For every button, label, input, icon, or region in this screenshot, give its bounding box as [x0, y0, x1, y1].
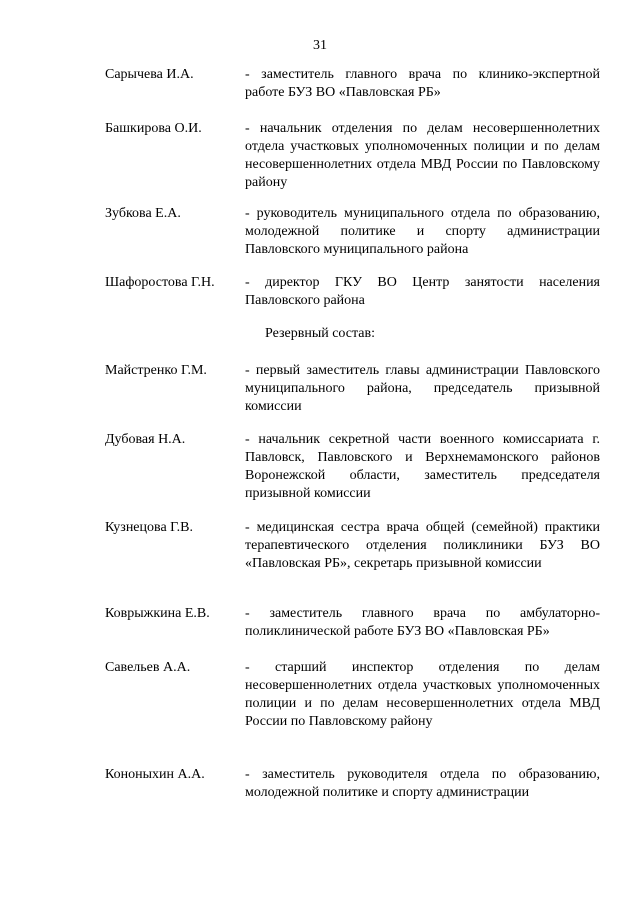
member-position: - медицинская сестра врача общей (семейной) практики терапевтического отделения поликлиники БУЗ ВО «Павловская РБ», секретарь призывной комиссии	[245, 520, 600, 571]
reserve-heading: Резервный состав:	[264, 326, 375, 341]
member-name: Кузнецова Г.В.	[105, 520, 194, 535]
member-name: Башкирова О.И.	[105, 121, 202, 136]
member-name: Дубовая Н.А.	[105, 432, 186, 447]
member-name: Шафоростова Г.Н.	[105, 275, 215, 290]
member-position: - заместитель главного врача по амбулаторно-поликлинической работе БУЗ ВО «Павловская РБ»	[245, 606, 600, 639]
member-position: - заместитель руководителя отдела по образованию, молодежной политике и спорту администрации	[245, 767, 600, 800]
member-position: - директор ГКУ ВО Центр занятости населения Павловского района	[245, 275, 600, 308]
page-number: 31	[313, 38, 327, 53]
member-name: Зубкова Е.А.	[105, 206, 181, 221]
member-position: - руководитель муниципального отдела по образованию, молодежной политике и спорту администрации Павловского муниципального района	[245, 206, 600, 257]
member-position: - начальник секретной части военного комиссариата г. Павловск, Павловского и Верхнемамонского районов Воронежской области, заместитель председателя призывной комиссии	[245, 432, 600, 501]
member-position: - начальник отделения по делам несовершеннолетних отдела участковых уполномоченных полиции и по делам несовершеннолетних отдела МВД России по Павловскому району	[245, 121, 600, 190]
member-position: - заместитель главного врача по клинико-экспертной работе БУЗ ВО «Павловская РБ»	[245, 67, 600, 100]
member-position: - старший инспектор отделения по делам несовершеннолетних отдела участковых уполномоченных полиции и по делам несовершеннолетних отдела МВД России по Павловскому району	[245, 660, 600, 729]
member-name: Савельев А.А.	[105, 660, 191, 675]
member-name: Майстренко Г.М.	[105, 363, 207, 378]
member-name: Сарычева И.А.	[105, 67, 194, 82]
member-name: Кононыхин А.А.	[105, 767, 205, 782]
member-position: - первый заместитель главы администрации Павловского муниципального района, председатель призывной комиссии	[245, 363, 600, 414]
member-name: Коврыжкина Е.В.	[105, 606, 210, 621]
